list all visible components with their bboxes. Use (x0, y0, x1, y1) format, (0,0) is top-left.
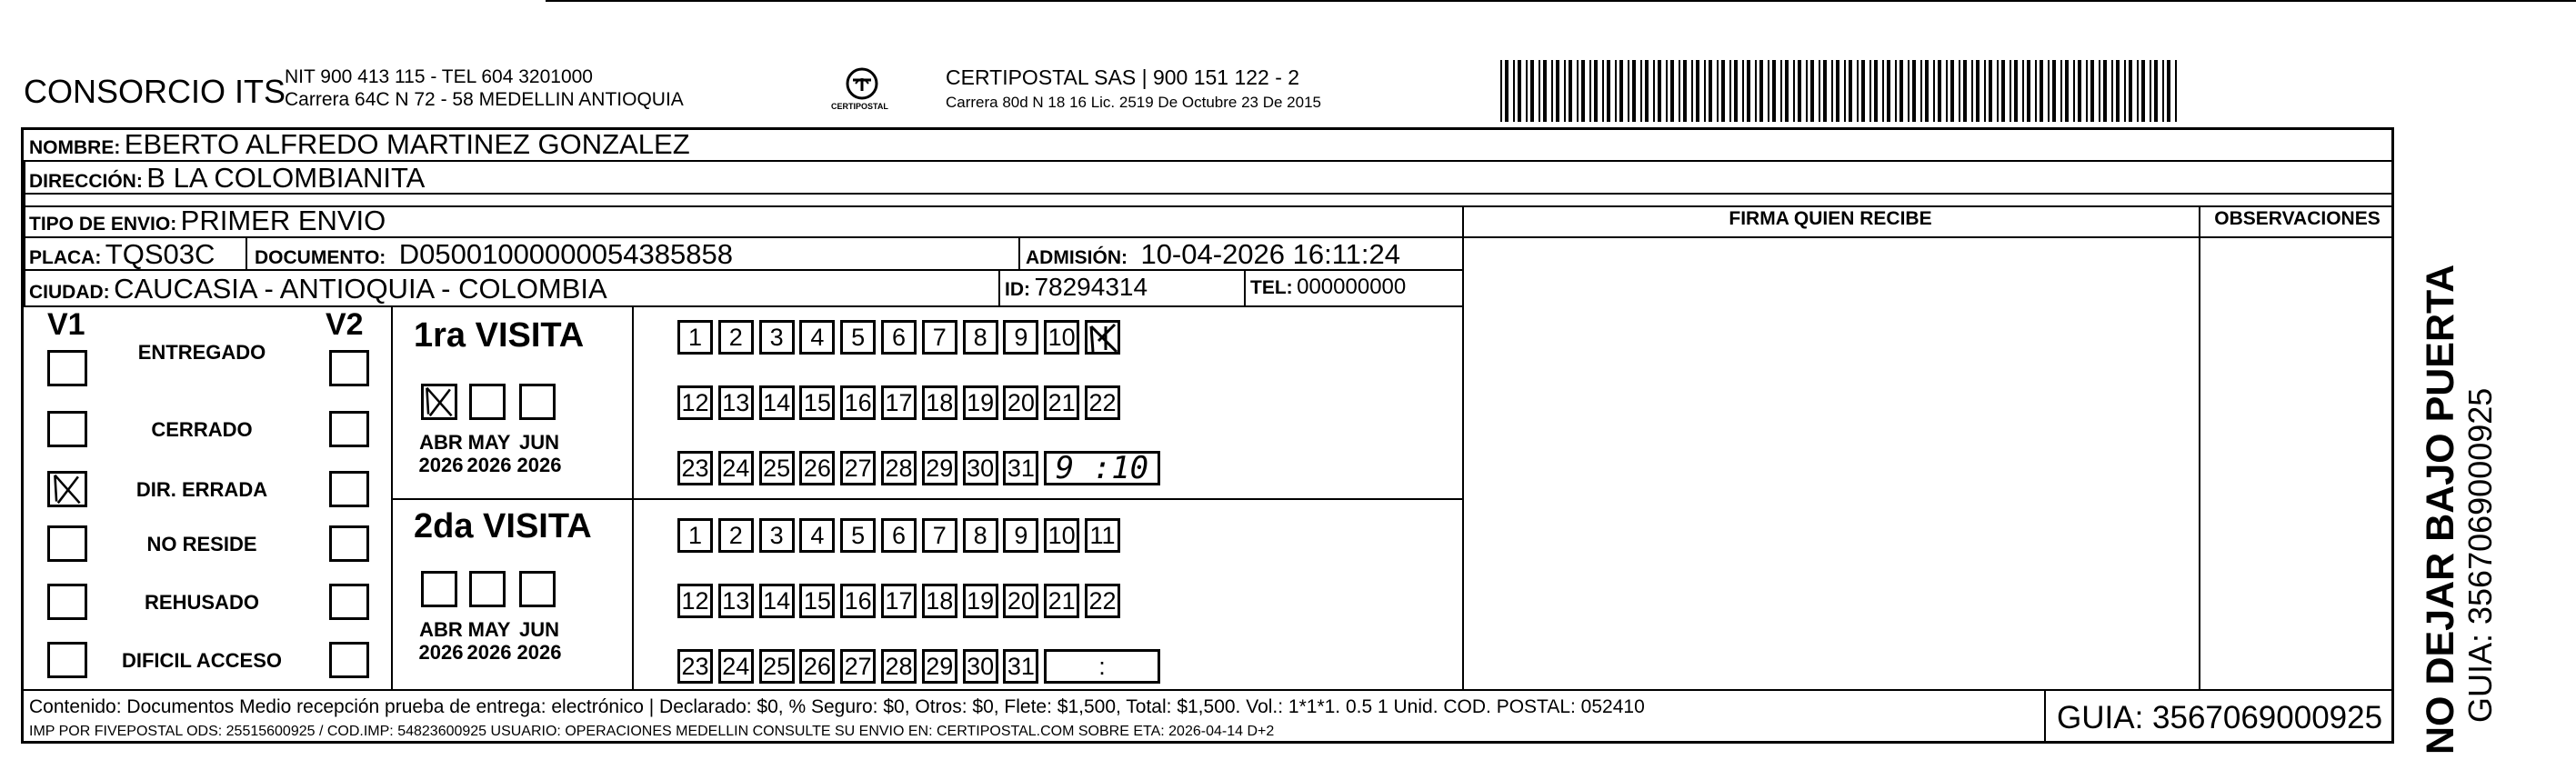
barcode-bar (1500, 60, 1502, 122)
day-box[interactable]: 9 (1003, 518, 1038, 553)
day-box[interactable]: 30 (963, 649, 998, 684)
placa-label: PLACA: (29, 247, 102, 268)
day-box[interactable]: 31 (1003, 649, 1038, 684)
v1-checkbox[interactable] (47, 642, 87, 678)
day-box[interactable]: 30 (963, 451, 998, 485)
day-box[interactable]: 8 (963, 518, 998, 553)
direccion-value: B LA COLOMBIANITA (146, 162, 426, 194)
carrier-line1: CERTIPOSTAL SAS | 900 151 122 - 2 (946, 65, 1300, 89)
barcode-bar (2078, 60, 2081, 122)
day-box[interactable]: 19 (963, 584, 998, 618)
barcode-bar (1950, 60, 1954, 122)
col-line (998, 269, 1000, 305)
footer-guia: GUIA: 3567069000925 (2057, 700, 2383, 735)
day-box[interactable]: 1 (677, 518, 713, 553)
day-box[interactable]: 21 (1044, 385, 1079, 420)
barcode-bar (1989, 60, 1992, 122)
day-box[interactable]: 3 (759, 320, 795, 355)
month-label (462, 431, 516, 476)
day-box[interactable]: 2 (718, 518, 754, 553)
footer-contenido: Contenido: Documentos Medio recepción prueba de entrega: electrónico | Declarado: $0, % Seguro: $0, Otros: $0, Flete: $1,500, Total: $1,500. Vol.: 1*1*1. 0.5 1 Unid. COD. POSTAL: 052410 (29, 696, 1645, 717)
barcode-bar (1594, 60, 1598, 122)
admision-field (1026, 238, 1400, 271)
barcode-bar (1849, 60, 1852, 122)
day-box[interactable]: 13 (718, 584, 754, 618)
barcode-bar (1747, 60, 1750, 122)
nombre-value: EBERTO ALFREDO MARTINEZ GONZALEZ (124, 128, 690, 160)
row-line (21, 305, 1462, 307)
barcode-bar (1823, 60, 1827, 122)
barcode-bar (1526, 60, 1528, 122)
barcode-bar (2137, 60, 2139, 122)
day-box[interactable]: 12 (677, 385, 713, 420)
barcode-bar (1874, 60, 1878, 122)
tel-value: 000000000 (1297, 275, 1407, 299)
col-line (2199, 205, 2200, 689)
barcode-bar (1798, 60, 1801, 122)
barcode-bar (1619, 60, 1623, 122)
month-checkbox[interactable] (519, 571, 556, 607)
day-box[interactable]: 18 (922, 584, 957, 618)
v2-checkbox[interactable] (329, 350, 369, 386)
day-box[interactable]: 18 (922, 385, 957, 420)
v1-checkbox[interactable] (47, 471, 87, 507)
day-box[interactable]: 16 (840, 584, 876, 618)
barcode-bar (2052, 60, 2056, 122)
barcode-bar (2090, 60, 2094, 122)
barcode-bar (1887, 60, 1890, 122)
observaciones-header: OBSERVACIONES (2214, 208, 2381, 229)
barcode-bar (2048, 60, 2050, 122)
barcode-bar (1857, 60, 1859, 122)
barcode-bar (1543, 60, 1547, 122)
month-year: 2026 (418, 641, 464, 664)
tipo-value: PRIMER ENVIO (180, 205, 386, 236)
day-box[interactable] (1085, 320, 1120, 355)
day-box[interactable]: 26 (799, 451, 835, 485)
id-value: 78294314 (1034, 273, 1148, 301)
company-name: CONSORCIO ITS (24, 73, 286, 110)
side-warning: NO DEJAR BAJO PUERTA (2419, 264, 2462, 755)
visita1-title: 1ra VISITA (414, 316, 585, 355)
month-year: 2026 (466, 641, 512, 664)
day-box[interactable]: 15 (799, 385, 835, 420)
barcode-bar (2040, 60, 2043, 122)
month-checkbox[interactable] (421, 571, 457, 607)
ciudad-field (29, 273, 607, 305)
carrier-line2: Carrera 80d N 18 16 Lic. 2519 De Octubre 23 De 2015 (946, 94, 1321, 111)
day-box[interactable]: 6 (881, 320, 917, 355)
col-line (632, 305, 634, 689)
month-year: 2026 (418, 454, 464, 476)
barcode-bar (2141, 60, 2145, 122)
barcode-bar (2035, 60, 2037, 122)
visita2-title: 2da VISITA (414, 507, 592, 545)
v2-checkbox[interactable] (329, 642, 369, 678)
day-box[interactable]: 15 (799, 584, 835, 618)
day-box[interactable]: 31 (1003, 451, 1038, 485)
company-line2: Carrera 64C N 72 - 58 MEDELLIN ANTIOQUIA (285, 89, 684, 110)
barcode-bar (1734, 60, 1738, 122)
barcode-bar (1912, 60, 1916, 122)
barcode-bar (2111, 60, 2113, 122)
barcode-bar (2027, 60, 2030, 122)
day-box[interactable]: 22 (1085, 584, 1120, 618)
v1-checkbox[interactable] (47, 411, 87, 447)
month-year: 2026 (466, 454, 512, 476)
col-line (1018, 236, 1020, 269)
day-box[interactable]: 20 (1003, 385, 1038, 420)
barcode-bar (1755, 60, 1757, 122)
certipostal-logo (826, 64, 898, 118)
tel-label: TEL: (1250, 277, 1293, 298)
v2-checkbox[interactable] (329, 525, 369, 562)
barcode-bar (1556, 60, 1559, 122)
v1-checkbox[interactable] (47, 584, 87, 620)
barcode-bar (2162, 60, 2164, 122)
status-label: REHUSADO (145, 591, 259, 614)
day-box[interactable]: 5 (840, 320, 876, 355)
barcode-bar (1696, 60, 1699, 122)
barcode-bar (1577, 60, 1579, 122)
side-guia: GUIA: 3567069000925 (2461, 387, 2499, 723)
day-box[interactable]: 29 (922, 451, 957, 485)
barcode-bar (1632, 60, 1636, 122)
day-box[interactable]: 1 (677, 320, 713, 355)
barcode-bar (1946, 60, 1948, 122)
barcode-bar (2060, 60, 2062, 122)
direccion-label: DIRECCIÓN: (29, 171, 143, 192)
status-label: NO RESIDE (146, 533, 257, 555)
col-line (1462, 205, 1464, 689)
month-name: ABR (419, 431, 463, 454)
day-box[interactable]: 2 (718, 320, 754, 355)
month-label (414, 431, 468, 476)
day-box[interactable]: 29 (922, 649, 957, 684)
documento-field (255, 238, 733, 271)
barcode-bar (1645, 60, 1649, 122)
barcode-bar (1895, 60, 1897, 122)
nombre-field (29, 128, 690, 161)
barcode-bar (1551, 60, 1553, 122)
barcode-bar (1938, 60, 1941, 122)
barcode-bar (1861, 60, 1865, 122)
month-checkbox[interactable] (469, 571, 506, 607)
top-scan-line (546, 0, 2576, 2)
tipo-label: TIPO DE ENVIO: (29, 214, 177, 235)
admision-value: 10-04-2026 16:11:24 (1140, 238, 1401, 270)
barcode-bar (1793, 60, 1795, 122)
barcode-bar (1920, 60, 1922, 122)
barcode-bar (1959, 60, 1960, 122)
day-box[interactable]: 23 (677, 451, 713, 485)
day-box[interactable]: 24 (718, 451, 754, 485)
barcode-bar (2022, 60, 2024, 122)
footer-imp: IMP POR FIVEPOSTAL ODS: 25515600925 / COD.IMP: 54823600925 USUARIO: OPERACIONES MEDELLIN CONSULTE SU ENVIO EN: CERTIPOSTAL.COM SOBRE ETA: 2026-04-14 D+2 (29, 724, 1275, 739)
v1-checkbox[interactable] (47, 350, 87, 386)
day-box[interactable]: 14 (759, 584, 795, 618)
barcode-bar (1984, 60, 1986, 122)
col-line (246, 236, 247, 269)
firma-header: FIRMA QUIEN RECIBE (1729, 208, 1932, 229)
day-box[interactable]: 7 (922, 320, 957, 355)
day-box[interactable]: 23 (677, 649, 713, 684)
barcode-bar (1658, 60, 1661, 122)
barcode-bar (2103, 60, 2107, 122)
barcode-bar (1589, 60, 1591, 122)
company-line1: NIT 900 413 115 - TEL 604 3201000 (285, 66, 593, 87)
col-line (24, 160, 25, 305)
day-box[interactable]: 24 (718, 649, 754, 684)
barcode-bar (1607, 60, 1610, 122)
barcode-bar (1721, 60, 1725, 122)
barcode-bar (2086, 60, 2088, 122)
day-box[interactable]: 21 (1044, 584, 1079, 618)
nombre-label: NOMBRE: (29, 137, 121, 158)
visita-divider (391, 498, 1462, 500)
id-field (1005, 273, 1148, 302)
barcode-bar (1899, 60, 1903, 122)
barcode-bar (1768, 60, 1769, 122)
day-box[interactable]: 28 (881, 451, 917, 485)
barcode-bar (1819, 60, 1820, 122)
barcode-bar (1742, 60, 1744, 122)
col-line (391, 305, 393, 689)
time-box[interactable]: : (1044, 649, 1160, 684)
barcode-bar (1683, 60, 1687, 122)
status-label: DIR. ERRADA (135, 478, 268, 501)
month-year: 2026 (516, 454, 562, 476)
day-box[interactable]: 20 (1003, 584, 1038, 618)
row-line (1462, 236, 2394, 238)
barcode-bar (1785, 60, 1789, 122)
barcode-bar (1530, 60, 1534, 122)
day-box[interactable]: 14 (759, 385, 795, 420)
barcode-bar (2124, 60, 2126, 122)
v2-label: V2 (326, 307, 364, 342)
day-box[interactable]: 12 (677, 584, 713, 618)
barcode-bar (2167, 60, 2170, 122)
row-line (21, 689, 2394, 691)
col-line (2044, 689, 2046, 744)
barcode-bar (1709, 60, 1712, 122)
day-box[interactable]: 7 (922, 518, 957, 553)
status-label: CERRADO (151, 418, 253, 441)
barcode-bar (2175, 60, 2177, 122)
month-label (414, 618, 468, 664)
barcode-bar (2001, 60, 2005, 122)
documento-value: D05001000000054385858 (398, 238, 733, 270)
placa-field (29, 238, 215, 271)
barcode-bar (1729, 60, 1731, 122)
month-checkbox[interactable] (469, 384, 506, 420)
day-box[interactable]: 25 (759, 451, 795, 485)
barcode-bar (2014, 60, 2018, 122)
barcode-bar (1806, 60, 1808, 122)
barcode-bar (1569, 60, 1572, 122)
day-box[interactable]: 19 (963, 385, 998, 420)
barcode-bar (1564, 60, 1566, 122)
barcode-bar (1615, 60, 1617, 122)
barcode-bar (1925, 60, 1929, 122)
barcode-bar (1780, 60, 1782, 122)
barcode-bar (1933, 60, 1935, 122)
tel-field (1250, 275, 1406, 300)
barcode-bar (1963, 60, 1967, 122)
barcode-bar (1704, 60, 1706, 122)
day-box[interactable]: 17 (881, 385, 917, 420)
barcode-bar (1882, 60, 1884, 122)
barcode-bar (1691, 60, 1693, 122)
barcode-bar (1997, 60, 1999, 122)
day-box[interactable]: 3 (759, 518, 795, 553)
barcode-bar (1971, 60, 1973, 122)
month-name: ABR (419, 618, 463, 641)
v2-checkbox[interactable] (329, 411, 369, 447)
month-name: MAY (467, 618, 511, 641)
day-box[interactable]: 16 (840, 385, 876, 420)
barcode-bar (1976, 60, 1980, 122)
barcode-bar (1831, 60, 1833, 122)
barcode-bar (2150, 60, 2151, 122)
day-box[interactable]: 4 (799, 320, 835, 355)
barcode-bar (1628, 60, 1629, 122)
day-box[interactable]: 11 (1085, 518, 1120, 553)
day-box[interactable]: 5 (840, 518, 876, 553)
month-checkbox[interactable] (519, 384, 556, 420)
barcode-bar (2065, 60, 2069, 122)
day-box[interactable]: 28 (881, 649, 917, 684)
barcode (1500, 60, 2182, 122)
day-box[interactable]: 8 (963, 320, 998, 355)
placa-value: TQS03C (105, 238, 216, 270)
day-box[interactable]: 25 (759, 649, 795, 684)
barcode-bar (1836, 60, 1839, 122)
day-box[interactable]: 27 (840, 451, 876, 485)
barcode-bar (1518, 60, 1521, 122)
day-box[interactable]: 10 (1044, 518, 1079, 553)
barcode-bar (1666, 60, 1668, 122)
day-box[interactable]: 10 (1044, 320, 1079, 355)
month-checkbox[interactable] (421, 384, 457, 420)
barcode-icon (1500, 60, 2182, 122)
v2-checkbox[interactable] (329, 584, 369, 620)
month-label (512, 431, 566, 476)
ciudad-label: CIUDAD: (29, 282, 110, 303)
barcode-bar (1581, 60, 1585, 122)
day-box[interactable]: 17 (881, 584, 917, 618)
barcode-bar (1505, 60, 1509, 122)
barcode-bar (2154, 60, 2158, 122)
barcode-bar (1670, 60, 1674, 122)
day-box[interactable]: 13 (718, 385, 754, 420)
barcode-bar (1653, 60, 1655, 122)
status-label: DIFICIL ACCESO (121, 649, 282, 672)
day-box[interactable]: 6 (881, 518, 917, 553)
barcode-bar (1908, 60, 1909, 122)
v2-checkbox[interactable] (329, 471, 369, 507)
day-box[interactable]: 4 (799, 518, 835, 553)
month-name: MAY (467, 431, 511, 454)
barcode-bar (1640, 60, 1642, 122)
day-box[interactable]: 9 (1003, 320, 1038, 355)
barcode-bar (2099, 60, 2100, 122)
barcode-bar (2073, 60, 2075, 122)
barcode-bar (1513, 60, 1515, 122)
barcode-bar (2010, 60, 2011, 122)
barcode-bar (1679, 60, 1680, 122)
documento-label: DOCUMENTO: (255, 247, 386, 268)
barcode-bar (1717, 60, 1719, 122)
direccion-field (29, 162, 425, 195)
barcode-bar (1869, 60, 1871, 122)
id-label: ID: (1005, 279, 1030, 300)
side-text (2419, 118, 2499, 755)
barcode-bar (1772, 60, 1776, 122)
v1-checkbox[interactable] (47, 525, 87, 562)
barcode-bar (1844, 60, 1846, 122)
barcode-bar (1539, 60, 1540, 122)
barcode-bar (2129, 60, 2132, 122)
month-name: JUN (518, 618, 559, 641)
month-label (462, 618, 516, 664)
ciudad-value: CAUCASIA - ANTIOQUIA - COLOMBIA (114, 273, 607, 305)
barcode-bar (1759, 60, 1763, 122)
status-label: ENTREGADO (137, 341, 266, 364)
month-label (512, 618, 566, 664)
logo-text: CERTIPOSTAL (831, 102, 888, 111)
admision-label: ADMISIÓN: (1026, 247, 1128, 268)
day-box[interactable]: 26 (799, 649, 835, 684)
day-box[interactable]: 22 (1085, 385, 1120, 420)
col-line (1244, 269, 1246, 305)
month-name: JUN (518, 431, 559, 454)
barcode-bar (1602, 60, 1604, 122)
barcode-bar (2116, 60, 2120, 122)
month-year: 2026 (516, 641, 562, 664)
tipo-field (29, 205, 386, 237)
barcode-bar (1810, 60, 1814, 122)
time-box[interactable]: 9 :10 (1044, 451, 1160, 485)
v1-label: V1 (47, 307, 85, 342)
day-box[interactable]: 27 (840, 649, 876, 684)
